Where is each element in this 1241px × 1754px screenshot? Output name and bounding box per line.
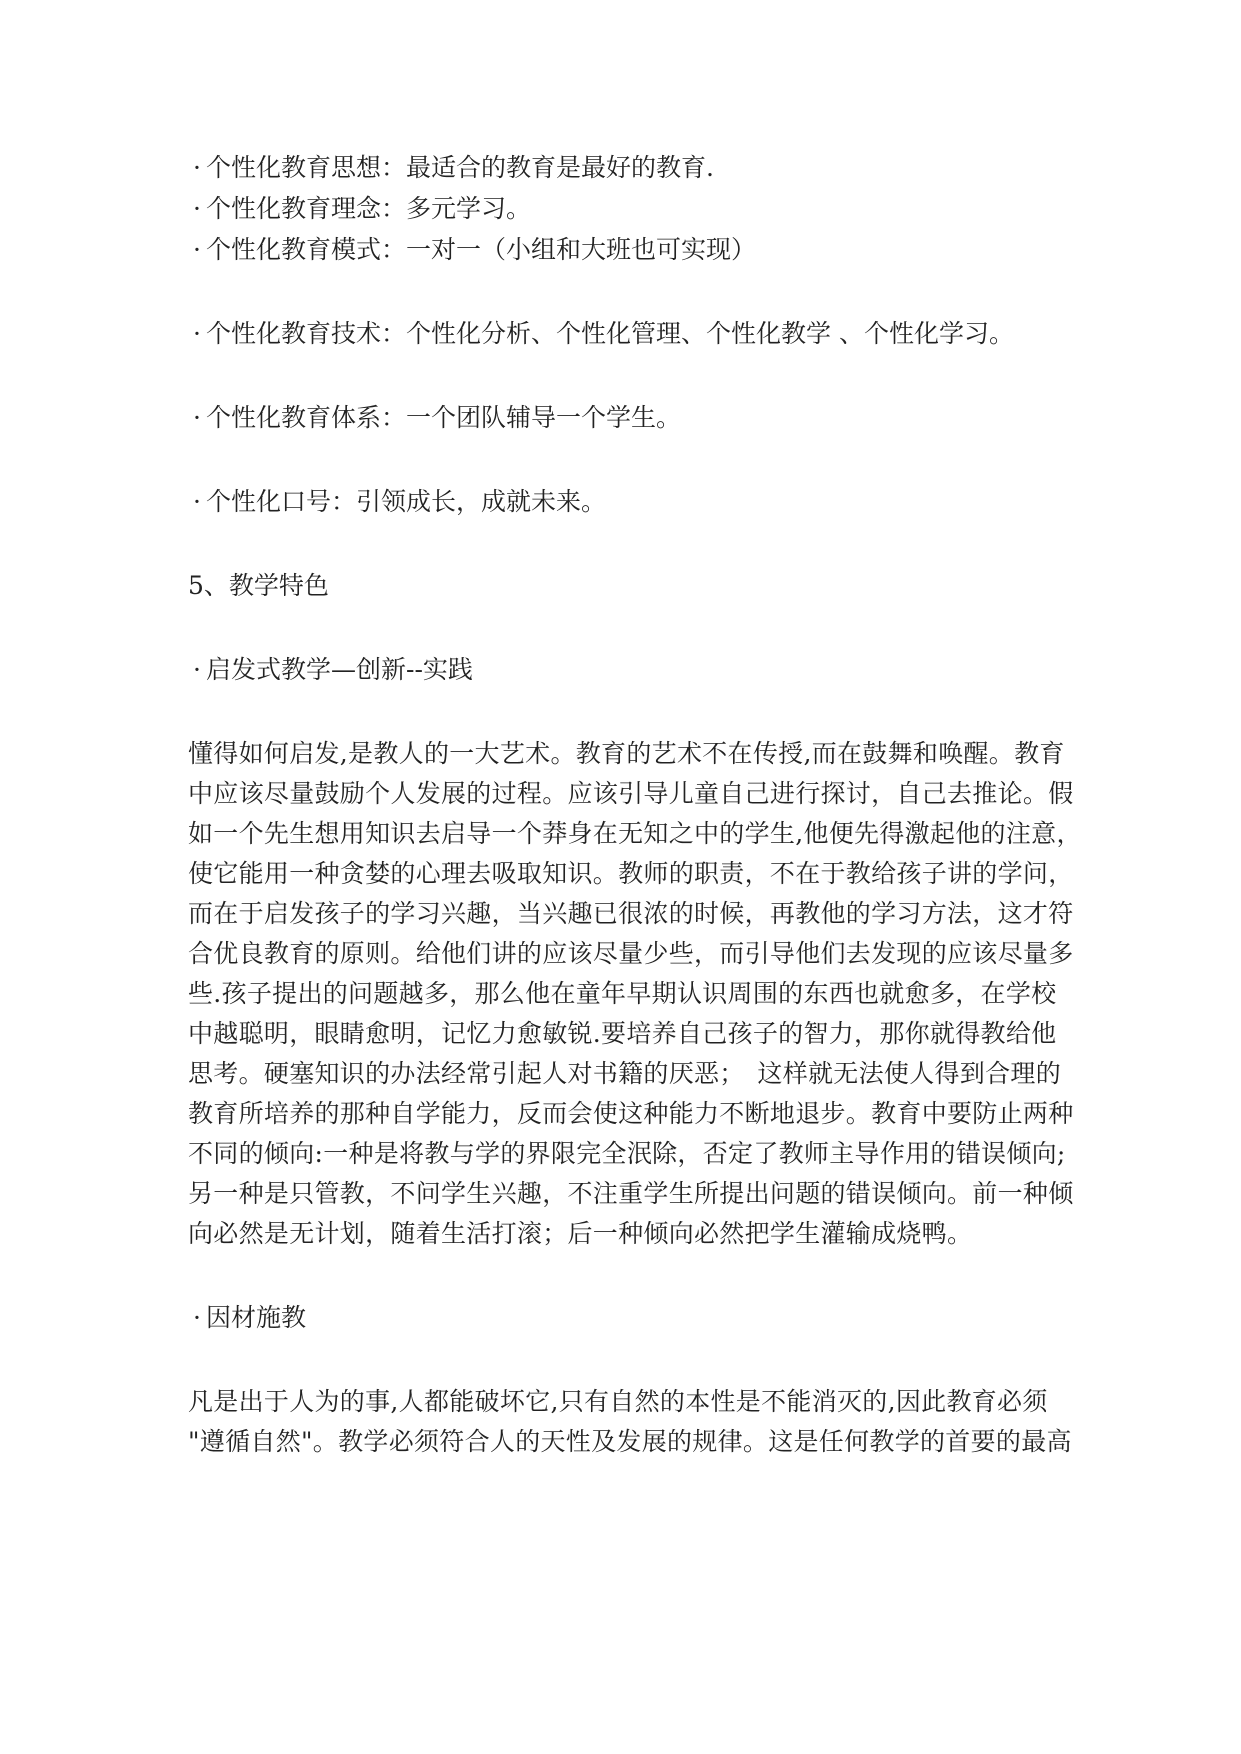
paragraph-line: "遵循自然"。教学必须符合人的天性及发展的规律。这是任何教学的首要的最高: [188, 1427, 1072, 1456]
paragraph-heuristic-teaching: [188, 734, 1082, 1254]
bullet-dot: ·: [193, 655, 201, 684]
paragraph-line: 合优良教育的原则。给他们讲的应该尽量少些，而引导他们去发现的应该尽量多: [188, 939, 1074, 968]
bullet-dot: ·: [193, 487, 201, 516]
bullet-text: 个性化教育模式：一对一（小组和大班也可实现）: [206, 235, 757, 264]
bullet-dot: ·: [193, 235, 201, 264]
bullet-text: 个性化教育技术：个性化分析、个性化管理、个性化教学 、个性化学习。: [206, 319, 1014, 348]
paragraph-line: 懂得如何启发,是教人的一大艺术。教育的艺术不在传授,而在鼓舞和唤醒。教育: [188, 739, 1065, 768]
bullet-dot: ·: [193, 319, 201, 348]
bullet-item-thought: [188, 148, 1060, 188]
paragraph-line: 向必然是无计划，随着生活打滚；后一种倾向必然把学生灌输成烧鸭。: [188, 1219, 973, 1248]
feature-title-text: 因材施教: [206, 1303, 307, 1332]
paragraph-line: 教育所培养的那种自学能力，反而会使这种能力不断地退步。教育中要防止两种: [188, 1099, 1074, 1128]
paragraph-line: 些.孩子提出的问题越多，那么他在童年早期认识周围的东西也就愈多，在学校: [188, 979, 1057, 1008]
bullet-item-technology: [188, 314, 1060, 354]
section-heading: 5、教学特色: [188, 571, 329, 600]
feature-title-text: 启发式教学—创新--实践: [206, 655, 473, 684]
bullet-item-system: [188, 398, 1060, 438]
feature-title-individualized: [188, 1298, 1060, 1338]
bullet-item-concept: [188, 189, 1060, 229]
paragraph-individualized-teaching: [188, 1382, 1072, 1462]
bullet-item-mode: [188, 230, 1060, 270]
document-content: [188, 148, 1082, 1462]
bullet-text: 个性化教育体系：一个团队辅导一个学生。: [206, 403, 682, 432]
bullet-item-slogan: [188, 482, 1060, 522]
bullet-text: 个性化教育思想：最适合的教育是最好的教育.: [206, 153, 714, 182]
bullet-dot: ·: [193, 403, 201, 432]
bullet-dot: ·: [193, 153, 201, 182]
paragraph-line: 中越聪明，眼睛愈明，记忆力愈敏锐.要培养自己孩子的智力，那你就得教给他: [188, 1019, 1057, 1048]
feature-title-heuristic: [188, 650, 1060, 690]
bullet-dot: ·: [193, 194, 201, 223]
paragraph-line: 另一种是只管教，不问学生兴趣，不注重学生所提出问题的错误倾向。前一种倾: [188, 1179, 1074, 1208]
paragraph-line: 如一个先生想用知识去启导一个莽身在无知之中的学生,他便先得激起他的注意，: [188, 819, 1082, 848]
bullet-text: 个性化教育理念：多元学习。: [206, 194, 532, 223]
bullet-text: 个性化口号：引领成长，成就未来。: [206, 487, 607, 516]
paragraph-line: 使它能用一种贪婪的心理去吸取知识。教师的职责，不在于教给孩子讲的学问，: [188, 859, 1074, 888]
paragraph-line: 不同的倾向:一种是将教与学的界限完全泯除，否定了教师主导作用的错误倾向;: [188, 1139, 1066, 1168]
paragraph-line: 中应该尽量鼓励个人发展的过程。应该引导儿童自己进行探讨，自己去推论。假: [188, 779, 1074, 808]
paragraph-line: 凡是出于人为的事,人都能破坏它,只有自然的本性是不能消灭的,因此教育必须: [188, 1387, 1048, 1416]
paragraph-line: 思考。硬塞知识的办法经常引起人对书籍的厌恶； 这样就无法使人得到合理的: [188, 1059, 1062, 1088]
paragraph-line: 而在于启发孩子的学习兴趣，当兴趣已很浓的时候，再教他的学习方法，这才符: [188, 899, 1074, 928]
bullet-dot: ·: [193, 1303, 201, 1332]
